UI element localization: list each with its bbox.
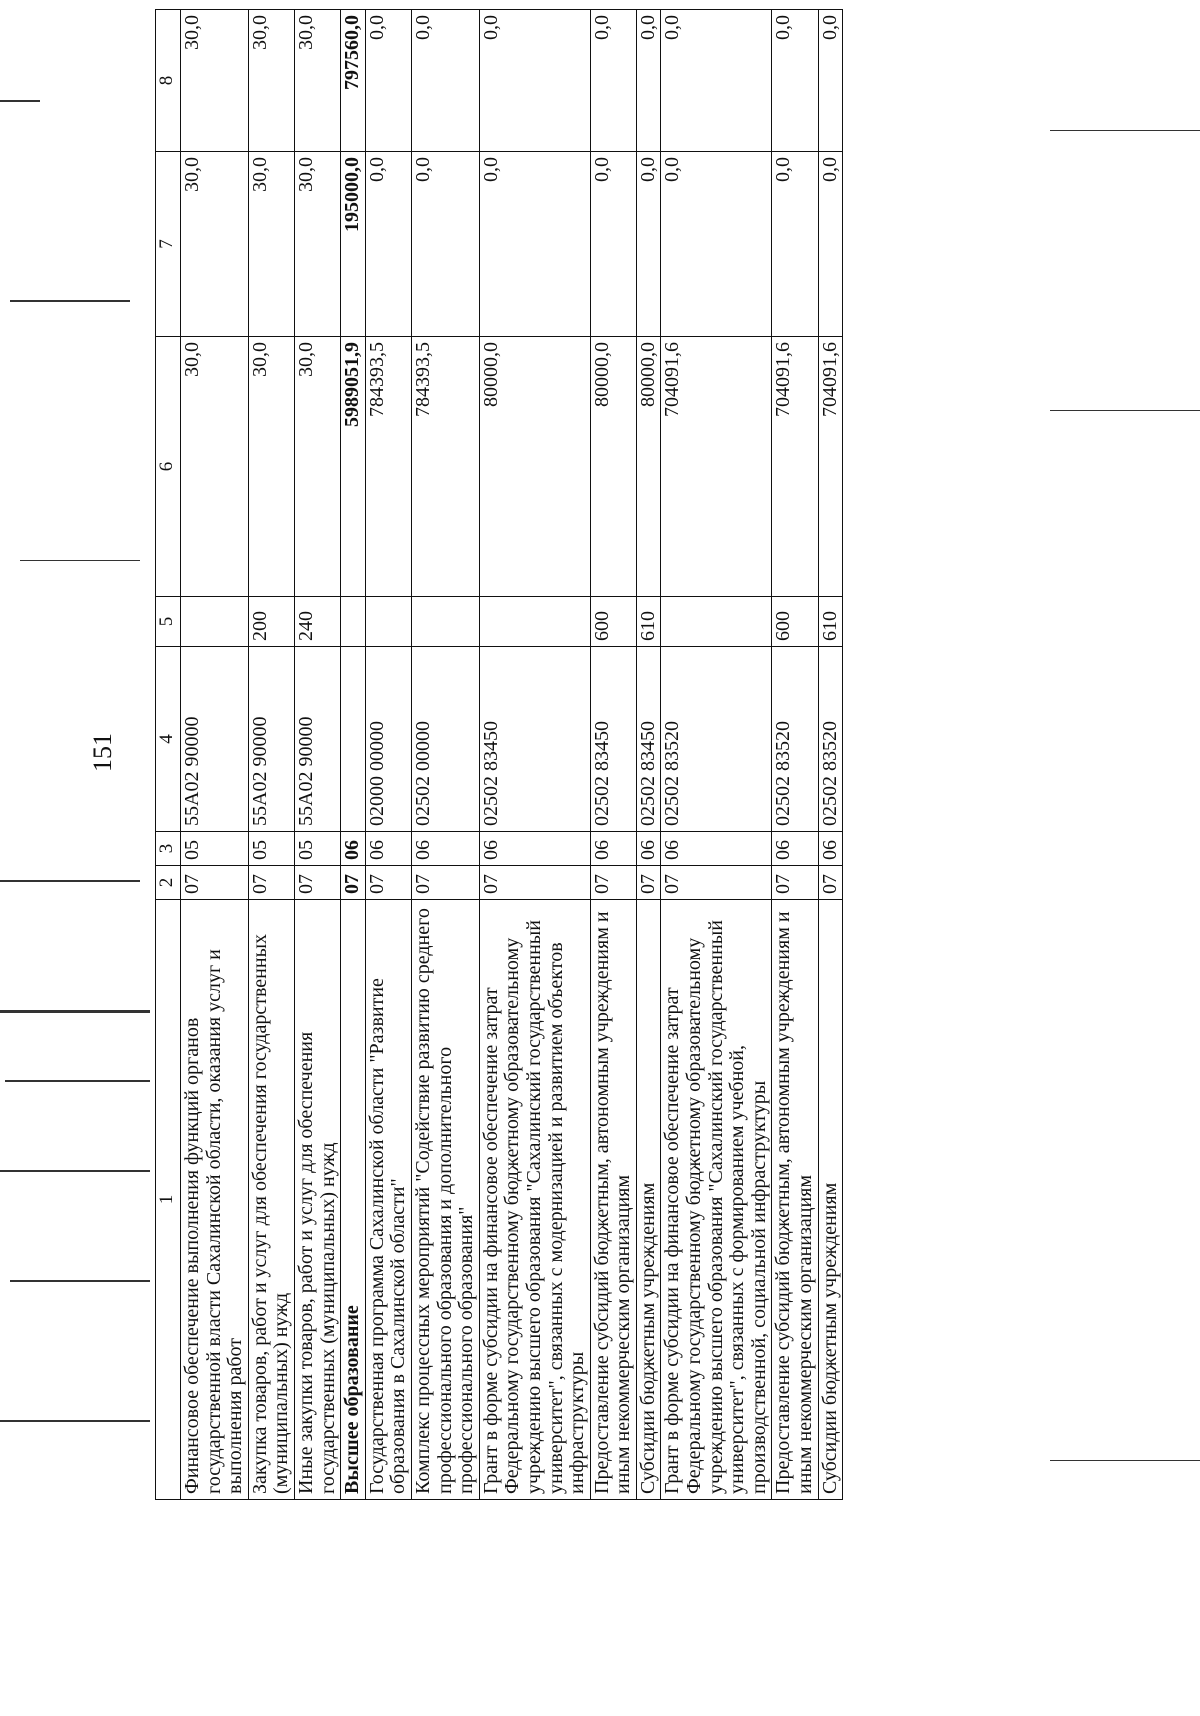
page-number: 151: [88, 733, 117, 772]
row-c3-cell: 05: [294, 832, 340, 866]
row-c6-cell: 80000,0: [479, 337, 590, 597]
row-name-cell: Закупка товаров, работ и услуг для обеспечения государственных (муниципальных) нужд: [248, 900, 294, 1500]
table-row: [341, 10, 366, 1500]
header-cell: 3: [156, 832, 181, 866]
row-c5-cell: 600: [772, 597, 818, 647]
table-header-row: [156, 10, 181, 1500]
scan-noise: [10, 1280, 150, 1282]
scan-noise: [0, 1010, 150, 1013]
row-c6-cell: 784393,5: [411, 337, 479, 597]
row-c7-cell: 0,0: [818, 152, 843, 337]
row-c3-cell: 06: [411, 832, 479, 866]
scan-noise: [10, 300, 130, 302]
row-name-cell: Субсидии бюджетным учреждениям: [818, 900, 843, 1500]
row-c4-cell: 02502 83520: [772, 647, 818, 832]
row-name-cell: Комплекс процессных мероприятий "Содействие развитию среднего профессионального образования и дополнительного профессионального образования": [411, 900, 479, 1500]
row-c6-cell: 30,0: [248, 337, 294, 597]
table-row: [294, 10, 340, 1500]
row-c8-cell: 0,0: [636, 10, 661, 152]
row-c3-cell: 06: [590, 832, 636, 866]
row-c3-cell: 06: [365, 832, 411, 866]
row-c8-cell: 30,0: [181, 10, 249, 152]
row-name-cell: Высшее образование: [341, 900, 366, 1500]
scan-noise: [0, 100, 40, 102]
row-c2-cell: 07: [248, 866, 294, 900]
row-c7-cell: 0,0: [661, 152, 772, 337]
row-c8-cell: 0,0: [590, 10, 636, 152]
scan-noise: [1050, 130, 1200, 131]
row-c4-cell: 02502 83450: [636, 647, 661, 832]
table-row: [661, 10, 772, 1500]
row-c4-cell: [341, 647, 366, 832]
table-row: [181, 10, 249, 1500]
row-c5-cell: 240: [294, 597, 340, 647]
row-c5-cell: [365, 597, 411, 647]
row-c5-cell: 600: [590, 597, 636, 647]
row-c7-cell: 30,0: [294, 152, 340, 337]
row-c8-cell: 797560,0: [341, 10, 366, 152]
table-row: [248, 10, 294, 1500]
row-c8-cell: 0,0: [479, 10, 590, 152]
row-c2-cell: 07: [181, 866, 249, 900]
row-c4-cell: 02000 00000: [365, 647, 411, 832]
row-c3-cell: 06: [479, 832, 590, 866]
header-cell: 8: [156, 10, 181, 152]
row-c3-cell: 06: [818, 832, 843, 866]
row-c4-cell: 55А02 90000: [181, 647, 249, 832]
row-c7-cell: 0,0: [636, 152, 661, 337]
rotated-table-container: [155, 10, 1035, 1500]
header-cell: 2: [156, 866, 181, 900]
row-c8-cell: 0,0: [411, 10, 479, 152]
row-c5-cell: [661, 597, 772, 647]
row-c2-cell: 07: [365, 866, 411, 900]
row-name-cell: Финансовое обеспечение выполнения функций органов государственной власти Сахалинской области, оказания услуг и выполнения работ: [181, 900, 249, 1500]
row-c8-cell: 30,0: [248, 10, 294, 152]
row-c7-cell: 30,0: [181, 152, 249, 337]
row-c2-cell: 07: [772, 866, 818, 900]
row-c3-cell: 06: [772, 832, 818, 866]
table-body: [156, 10, 843, 1500]
row-c8-cell: 0,0: [818, 10, 843, 152]
header-cell: 4: [156, 647, 181, 832]
row-c7-cell: 195000,0: [341, 152, 366, 337]
row-c4-cell: 55А02 90000: [248, 647, 294, 832]
row-c3-cell: 05: [181, 832, 249, 866]
row-c8-cell: 0,0: [365, 10, 411, 152]
header-cell: 6: [156, 337, 181, 597]
row-c4-cell: 02502 83520: [661, 647, 772, 832]
row-name-cell: Предоставление субсидий бюджетным, автономным учреждениям и иным некоммерческим организациям: [590, 900, 636, 1500]
table-row: [636, 10, 661, 1500]
row-c6-cell: 30,0: [181, 337, 249, 597]
row-name-cell: Государственная программа Сахалинской области "Развитие образования в Сахалинской области": [365, 900, 411, 1500]
row-c4-cell: 55А02 90000: [294, 647, 340, 832]
row-c4-cell: 02502 83450: [479, 647, 590, 832]
row-c7-cell: 0,0: [365, 152, 411, 337]
row-c2-cell: 07: [636, 866, 661, 900]
row-c7-cell: 30,0: [248, 152, 294, 337]
budget-table: [155, 9, 843, 1500]
row-c7-cell: 0,0: [590, 152, 636, 337]
row-name-cell: Грант в форме субсидии на финансовое обеспечение затрат Федеральному государственному бюджетному образовательному учреждению высшего образования "Сахалинский государственный университет", связанных с модернизацией и развитием объектов инфраструктуры: [479, 900, 590, 1500]
row-c5-cell: [181, 597, 249, 647]
row-c4-cell: 02502 83520: [818, 647, 843, 832]
row-c6-cell: 5989051,9: [341, 337, 366, 597]
row-name-cell: Предоставление субсидий бюджетным, автономным учреждениям и иным некоммерческим организациям: [772, 900, 818, 1500]
row-c2-cell: 07: [661, 866, 772, 900]
header-cell: 1: [156, 900, 181, 1500]
row-c6-cell: 80000,0: [590, 337, 636, 597]
row-c8-cell: 30,0: [294, 10, 340, 152]
row-c5-cell: 610: [818, 597, 843, 647]
header-cell: 5: [156, 597, 181, 647]
table-row: [772, 10, 818, 1500]
scan-noise: [1050, 1460, 1200, 1461]
table-row: [411, 10, 479, 1500]
scan-noise: [0, 880, 140, 882]
row-c8-cell: 0,0: [772, 10, 818, 152]
table-row: [590, 10, 636, 1500]
row-name-cell: Грант в форме субсидии на финансовое обеспечение затрат Федеральному государственному бюджетному образовательному учреждению высшего образования "Сахалинский государственный университет", связанных с формированием учебной, производственной, социальной инфраструктуры: [661, 900, 772, 1500]
row-name-cell: Иные закупки товаров, работ и услуг для обеспечения государственных (муниципальных) нужд: [294, 900, 340, 1500]
row-c6-cell: 704091,6: [772, 337, 818, 597]
row-c2-cell: 07: [411, 866, 479, 900]
scan-noise: [5, 1080, 150, 1082]
row-c7-cell: 0,0: [411, 152, 479, 337]
row-c6-cell: 80000,0: [636, 337, 661, 597]
scan-noise: [0, 1170, 150, 1172]
row-c3-cell: 06: [341, 832, 366, 866]
row-c2-cell: 07: [294, 866, 340, 900]
row-c5-cell: [479, 597, 590, 647]
row-c2-cell: 07: [590, 866, 636, 900]
row-c3-cell: 06: [661, 832, 772, 866]
row-c6-cell: 30,0: [294, 337, 340, 597]
row-c5-cell: 610: [636, 597, 661, 647]
row-c6-cell: 704091,6: [661, 337, 772, 597]
scan-noise: [20, 560, 140, 561]
row-c5-cell: [341, 597, 366, 647]
row-c5-cell: 200: [248, 597, 294, 647]
row-c7-cell: 0,0: [479, 152, 590, 337]
row-c2-cell: 07: [818, 866, 843, 900]
row-c2-cell: 07: [341, 866, 366, 900]
table-row: [818, 10, 843, 1500]
row-c6-cell: 704091,6: [818, 337, 843, 597]
table-row: [365, 10, 411, 1500]
row-name-cell: Субсидии бюджетным учреждениям: [636, 900, 661, 1500]
row-c3-cell: 05: [248, 832, 294, 866]
row-c8-cell: 0,0: [661, 10, 772, 152]
scan-noise: [1050, 410, 1200, 411]
row-c5-cell: [411, 597, 479, 647]
scan-noise: [0, 1420, 150, 1422]
row-c3-cell: 06: [636, 832, 661, 866]
row-c2-cell: 07: [479, 866, 590, 900]
row-c4-cell: 02502 00000: [411, 647, 479, 832]
table-row: [479, 10, 590, 1500]
row-c7-cell: 0,0: [772, 152, 818, 337]
row-c4-cell: 02502 83450: [590, 647, 636, 832]
header-cell: 7: [156, 152, 181, 337]
row-c6-cell: 784393,5: [365, 337, 411, 597]
